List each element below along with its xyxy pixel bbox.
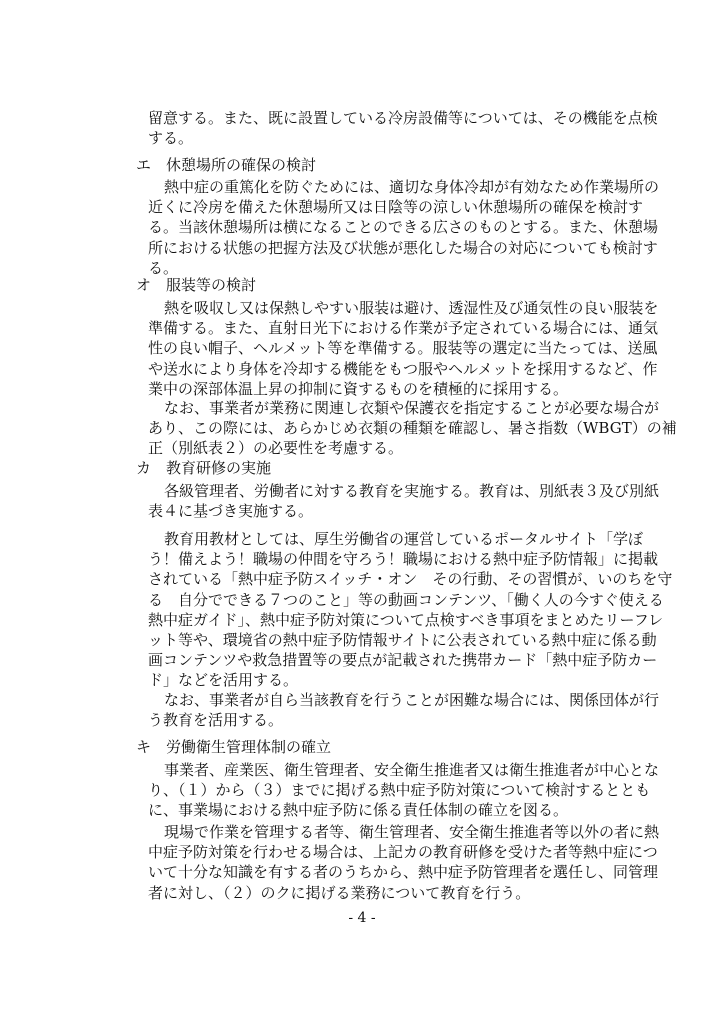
paragraph-line: 正（別紙表２）の必要性を考慮する。 [148, 439, 404, 458]
paragraph-line: 性の良い帽子、ヘルメット等を準備する。服装等の選定に当たっては、送風 [148, 339, 658, 358]
paragraph-line: 事業者、産業医、衛生管理者、安全衛生推進者又は衛生推進者が中心とな [164, 761, 660, 779]
paragraph-line: 教育用教材としては、厚生労働省の運営しているポータルサイト「学ぼ [164, 530, 643, 548]
paragraph-line: ド」などを活用する。 [148, 671, 299, 690]
paragraph-line: り、（１）から（３）までに掲げる熱中症予防対策について検討するととも [148, 781, 651, 800]
paragraph-line: あり、この際には、あらかじめ衣類の種類を確認し、暑さ指数（WBGT）の補 [148, 419, 677, 438]
paragraph-line: う教育を活用する。 [148, 711, 284, 730]
paragraph-line: 近くに冷房を備えた休憩場所又は日陰等の涼しい休憩場所の確保を検討す [148, 198, 644, 217]
paragraph-line: 熱中症の重篤化を防ぐためには、適切な身体冷却が有効なため作業場所の [164, 178, 660, 196]
paragraph-line: る。当該休憩場所は横になることのできる広さのものとする。また、休憩場 [148, 218, 659, 237]
paragraph-line: する。 [148, 129, 194, 148]
paragraph-line: 者に対し、（２）のクに掲げる業務について教育を行う。 [148, 883, 531, 902]
paragraph-line: や送水により身体を冷却する機能をもつ服やヘルメットを採用するなど、作 [148, 359, 658, 378]
paragraph-line: る 自分でできる７つのこと」等の動画コンテンツ、「働く人の今すぐ使える [148, 590, 664, 609]
paragraph-line: 留意する。また、既に設置している冷房設備等については、その機能を点検 [148, 109, 658, 127]
paragraph-line: 画コンテンツや救急措置等の要点が記載された携帯カード「熱中症予防カー [148, 651, 658, 670]
section-heading: オ 服装等の検討 [136, 276, 257, 294]
paragraph-line: 各級管理者、労働者に対する教育を実施する。教育は、別紙表３及び別紙 [164, 482, 660, 500]
paragraph-line: 現場で作業を管理する者等、衛生管理者、安全衛生推進者等以外の者に熱 [164, 823, 660, 841]
paragraph-line: 表４に基づき実施する。 [148, 502, 314, 521]
paragraph-line: いて十分な知識を有する者のうちから、熱中症予防管理者を選任し、同管理 [148, 863, 659, 882]
section-heading: キ 労働衛生管理体制の確立 [136, 738, 332, 756]
section-heading: カ 教育研修の実施 [136, 459, 272, 477]
paragraph-line: ット等や、環境省の熱中症予防情報サイトに公表されている熱中症に係る動 [148, 631, 657, 649]
section-heading: エ 休憩場所の確保の検討 [136, 156, 317, 174]
paragraph-line: に、事業場における熱中症予防に係る責任体制の確立を図る。 [148, 801, 569, 820]
paragraph-line: なお、事業者が業務に関連し衣類や保護衣を指定することが必要な場合が [164, 399, 660, 417]
paragraph-line: されている「熱中症予防スイッチ・オン その行動、その習慣が、いのちを守 [148, 570, 673, 589]
paragraph-line: 所における状態の把握方法及び状態が悪化した場合の対応についても検討す [148, 238, 658, 257]
paragraph-line: 熱中症ガイド」、熱中症予防対策について点検すべき事項をまとめたリーフレ [148, 610, 664, 629]
page-number: - 4 - [348, 910, 376, 926]
paragraph-line: なお、事業者が自ら当該教育を行うことが困難な場合には、関係団体が行 [164, 691, 660, 709]
paragraph-line: う！備えよう！職場の仲間を守ろう！職場における熱中症予防情報」に掲載 [148, 550, 659, 569]
paragraph-line: 準備する。また、直射日光下における作業が予定されている場合には、通気 [148, 319, 659, 338]
paragraph-line: 業中の深部体温上昇の抑制に資するものを積極的に採用する。 [148, 379, 569, 398]
paragraph-line: 中症予防対策を行わせる場合は、上記カの教育研修を受けた者等熱中症につ [148, 843, 658, 862]
paragraph-line: る。 [148, 258, 179, 277]
paragraph-line: 熱を吸収し又は保熱しやすい服装は避け、透湿性及び通気性の良い服装を [164, 299, 659, 317]
